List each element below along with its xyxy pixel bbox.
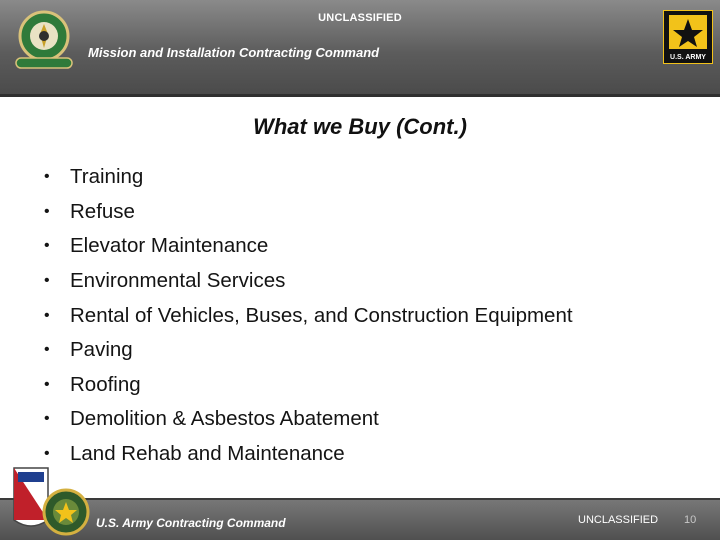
command-subtitle: Mission and Installation Contracting Command <box>88 45 380 60</box>
classification-banner-bottom: UNCLASSIFIED <box>578 514 659 526</box>
footer-organization: U.S. Army Contracting Command <box>96 516 286 530</box>
bullet-item <box>44 437 573 472</box>
us-army-star-logo <box>663 10 713 64</box>
bullet-icon: • <box>44 445 50 463</box>
bullet-icon: • <box>44 237 50 255</box>
bullet-item <box>44 333 573 368</box>
bullet-text: Environmental Services <box>70 269 286 293</box>
bullet-item <box>44 368 573 403</box>
bullet-icon: • <box>44 410 50 428</box>
bullet-icon: • <box>44 375 50 393</box>
classification-banner-top: UNCLASSIFIED <box>318 12 402 24</box>
header-divider <box>0 94 720 97</box>
bullet-item <box>44 298 573 333</box>
acc-emblem-icon <box>8 460 90 540</box>
bullet-item <box>44 195 573 230</box>
bullet-item <box>44 264 573 299</box>
bullet-text: Training <box>70 165 144 189</box>
page-number: 10 <box>684 514 697 526</box>
bullet-icon: • <box>44 202 50 220</box>
bullet-text: Land Rehab and Maintenance <box>70 442 345 466</box>
bullet-text: Roofing <box>70 372 141 396</box>
slide-title: What we Buy (Cont.) <box>253 114 467 139</box>
army-logo-text: U.S. ARMY <box>670 54 706 61</box>
bullet-text: Refuse <box>70 199 135 223</box>
bullet-text: Demolition & Asbestos Abatement <box>70 407 379 431</box>
bullet-text: Elevator Maintenance <box>70 234 269 258</box>
bullet-icon: • <box>44 341 50 359</box>
bullet-list <box>44 160 573 471</box>
bullet-item <box>44 160 573 195</box>
bullet-text: Rental of Vehicles, Buses, and Construction Equipment <box>70 303 573 327</box>
bullet-text: Paving <box>70 338 133 362</box>
bullet-icon: • <box>44 306 50 324</box>
bullet-icon: • <box>44 168 50 186</box>
bullet-icon: • <box>44 272 50 290</box>
bullet-item <box>44 402 573 437</box>
bullet-item <box>44 229 573 264</box>
